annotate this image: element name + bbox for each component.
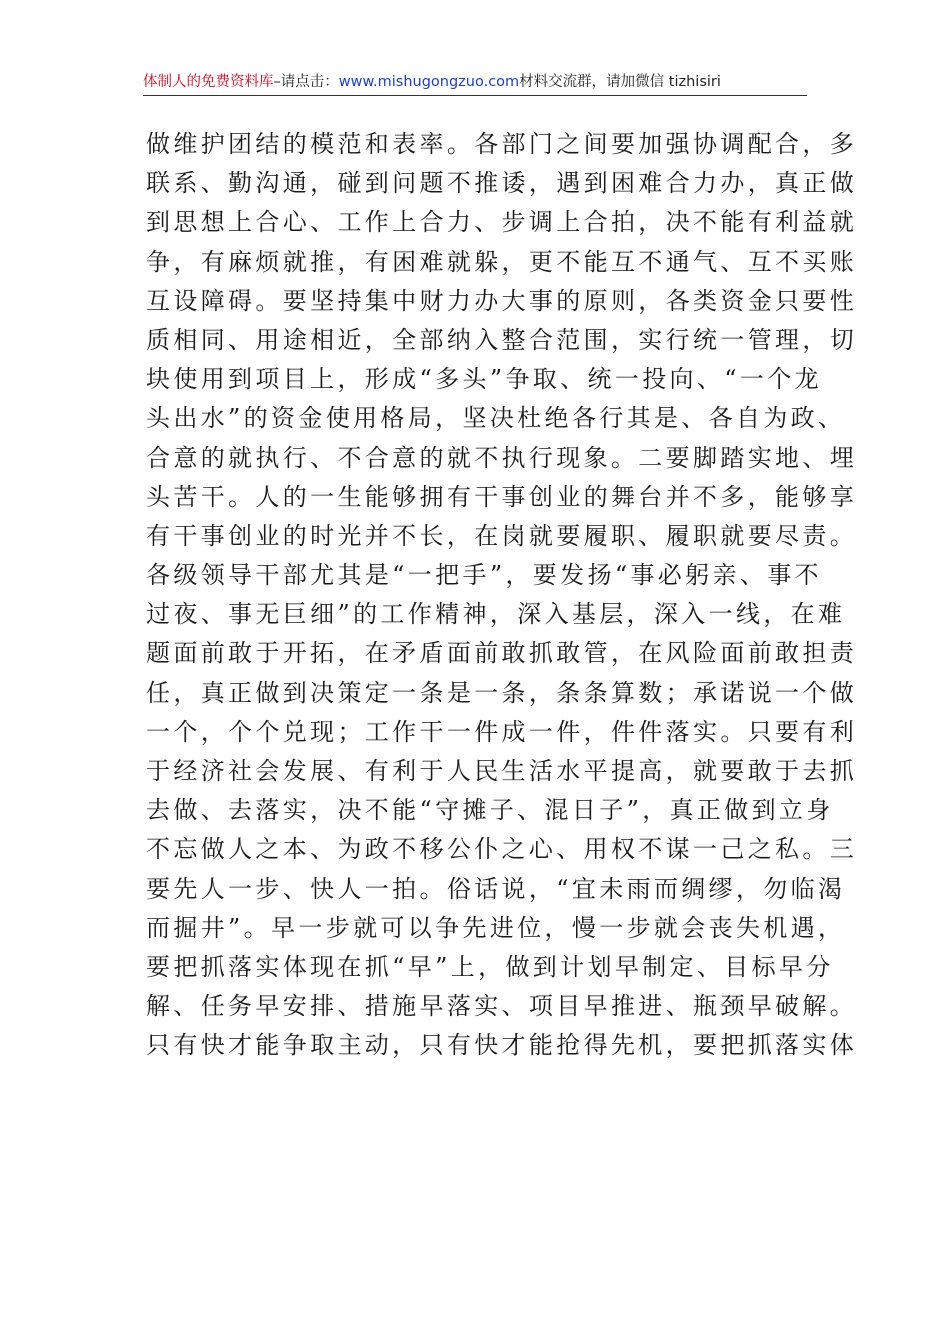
text-line: 只有快才能争取主动，只有快才能抢得先机，要把抓落实体 (146, 1031, 858, 1060)
header-divider (143, 95, 807, 96)
text-line: 合意的就执行、不合意的就不执行现象。二要脚踏实地、埋 (146, 443, 858, 472)
text-line: 于经济社会发展、有利于人民生活水平提高，就要敢于去抓 (146, 757, 858, 785)
text-line: 到思想上合心、工作上合力、步调上合拍，决不能有利益就 (146, 208, 858, 237)
header-website-link[interactable]: www.mishugongzuo.com (338, 74, 520, 90)
document-body (146, 125, 858, 1066)
text-line: 有干事创业的时光并不长，在岗就要履职、履职就要尽责。 (146, 521, 858, 550)
text-line: 做维护团结的模范和表率。各部门之间要加强协调配合，多 (146, 130, 858, 158)
text-line: 争，有麻烦就推，有困难就躲，更不能互不通气、互不买账 (146, 247, 858, 276)
text-line: 各级领导干部尤其是“一把手”，要发扬“事必躬亲、事不 (146, 561, 822, 590)
header-brand[interactable]: 体制人的免费资料库 (143, 74, 274, 90)
text-line: 题面前敢于开拓，在矛盾面前敢抓敢管，在风险面前敢担责 (146, 639, 858, 668)
text-line: 解、任务早安排、措施早落实、项目早推进、瓶颈早破解。 (146, 992, 858, 1021)
header-prompt: –请点击： (273, 74, 339, 90)
text-line: 而掘井”。早一步就可以争先进位，慢一步就会丧失机遇， (146, 913, 846, 942)
text-line: 头苦干。人的一生能够拥有干事创业的舞台并不多，能够享 (146, 482, 858, 511)
text-line: 不忘做人之本、为政不移公仆之心、用权不谋一己之私。三 (146, 835, 858, 864)
text-line: 去做、去落实，决不能“守摊子、混日子”，真正做到立身 (146, 796, 834, 825)
text-line: 联系、勤沟通，碰到问题不推诿，遇到困难合力办，真正做 (146, 169, 858, 198)
page-header (143, 70, 807, 94)
text-line: 互设障碍。要坚持集中财力办大事的原则，各类资金只要性 (146, 286, 858, 315)
text-line: 要先人一步、快人一拍。俗话说，“宜未雨而绸缪，勿临渴 (146, 874, 846, 903)
text-line: 要把抓落实体现在抓“早”上，做到计划早制定、目标早分 (146, 952, 834, 981)
text-line: 块使用到项目上，形成“多头”争取、统一投向、“一个龙 (146, 365, 822, 394)
text-line: 质相同、用途相近，全部纳入整合范围，实行统一管理，切 (146, 325, 858, 354)
text-line: 过夜、事无巨细”的工作精神，深入基层，深入一线，在难 (146, 600, 846, 629)
text-line: 头出水”的资金使用格局，坚决杜绝各行其是、各自为政、 (146, 404, 846, 433)
text-line: 任，真正做到决策定一条是一条，条条算数；承诺说一个做 (146, 678, 858, 707)
header-contact-note: 材料交流群，请加微信 tizhisiri (519, 74, 721, 90)
text-line: 一个，个个兑现；工作干一件成一件，件件落实。只要有利 (146, 717, 858, 746)
